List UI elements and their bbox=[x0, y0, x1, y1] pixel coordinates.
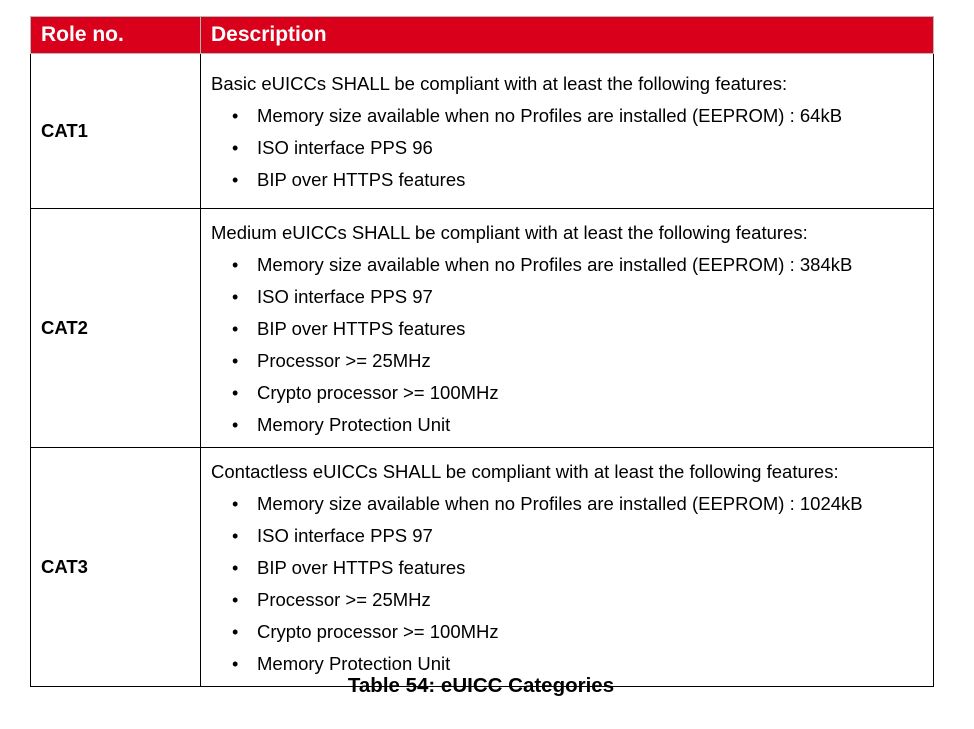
feature-text: ISO interface PPS 96 bbox=[257, 137, 433, 158]
feature-list bbox=[211, 249, 925, 441]
description-intro: Contactless eUICCs SHALL be compliant with at least the following features: bbox=[211, 461, 839, 482]
bullet-icon: • bbox=[232, 255, 239, 275]
table-header-row bbox=[31, 17, 934, 54]
feature-text: Crypto processor >= 100MHz bbox=[257, 621, 499, 642]
table-row-cat3 bbox=[31, 448, 934, 687]
list-item bbox=[211, 409, 925, 441]
table-caption: Table 54: eUICC Categories bbox=[347, 674, 615, 697]
bullet-icon: • bbox=[232, 319, 239, 339]
table-row-cat1 bbox=[31, 54, 934, 209]
feature-text: Processor >= 25MHz bbox=[257, 350, 431, 371]
header-role-no: Role no. bbox=[31, 17, 201, 54]
feature-text: Memory size available when no Profiles are installed (EEPROM) : 64kB bbox=[257, 105, 843, 126]
list-item bbox=[211, 488, 925, 520]
feature-list bbox=[211, 488, 925, 680]
feature-text: Memory size available when no Profiles are installed (EEPROM) : 1024kB bbox=[257, 493, 863, 514]
description-intro: Basic eUICCs SHALL be compliant with at least the following features: bbox=[211, 73, 788, 94]
feature-text: ISO interface PPS 97 bbox=[257, 525, 433, 546]
list-item bbox=[211, 616, 925, 648]
role-cell: CAT3 bbox=[31, 448, 201, 687]
feature-text: Memory Protection Unit bbox=[257, 653, 451, 674]
list-item bbox=[211, 164, 925, 196]
description-cell bbox=[201, 54, 934, 209]
list-item bbox=[211, 132, 925, 164]
header-description: Description bbox=[201, 17, 934, 54]
bullet-icon: • bbox=[232, 138, 239, 158]
feature-list bbox=[211, 100, 925, 196]
bullet-icon: • bbox=[232, 526, 239, 546]
bullet-icon: • bbox=[232, 622, 239, 642]
feature-text: Memory Protection Unit bbox=[257, 414, 451, 435]
bullet-icon: • bbox=[232, 106, 239, 126]
description-cell bbox=[201, 448, 934, 687]
feature-text: BIP over HTTPS features bbox=[257, 557, 466, 578]
euicc-categories-table bbox=[30, 16, 934, 687]
list-item bbox=[211, 520, 925, 552]
list-item bbox=[211, 249, 925, 281]
feature-text: Crypto processor >= 100MHz bbox=[257, 382, 499, 403]
bullet-icon: • bbox=[232, 287, 239, 307]
list-item bbox=[211, 345, 925, 377]
bullet-icon: • bbox=[232, 654, 239, 674]
bullet-icon: • bbox=[232, 170, 239, 190]
feature-text: BIP over HTTPS features bbox=[257, 318, 466, 339]
table-row-cat2 bbox=[31, 209, 934, 448]
list-item bbox=[211, 552, 925, 584]
role-cell: CAT2 bbox=[31, 209, 201, 448]
list-item bbox=[211, 281, 925, 313]
list-item bbox=[211, 377, 925, 409]
bullet-icon: • bbox=[232, 494, 239, 514]
bullet-icon: • bbox=[232, 415, 239, 435]
bullet-icon: • bbox=[232, 383, 239, 403]
description-intro: Medium eUICCs SHALL be compliant with at least the following features: bbox=[211, 222, 808, 243]
list-item bbox=[211, 313, 925, 345]
feature-text: Processor >= 25MHz bbox=[257, 589, 431, 610]
feature-text: ISO interface PPS 97 bbox=[257, 286, 433, 307]
list-item bbox=[211, 100, 925, 132]
bullet-icon: • bbox=[232, 590, 239, 610]
list-item bbox=[211, 584, 925, 616]
description-cell bbox=[201, 209, 934, 448]
bullet-icon: • bbox=[232, 558, 239, 578]
bullet-icon: • bbox=[232, 351, 239, 371]
role-cell: CAT1 bbox=[31, 54, 201, 209]
feature-text: BIP over HTTPS features bbox=[257, 169, 466, 190]
feature-text: Memory size available when no Profiles are installed (EEPROM) : 384kB bbox=[257, 254, 853, 275]
